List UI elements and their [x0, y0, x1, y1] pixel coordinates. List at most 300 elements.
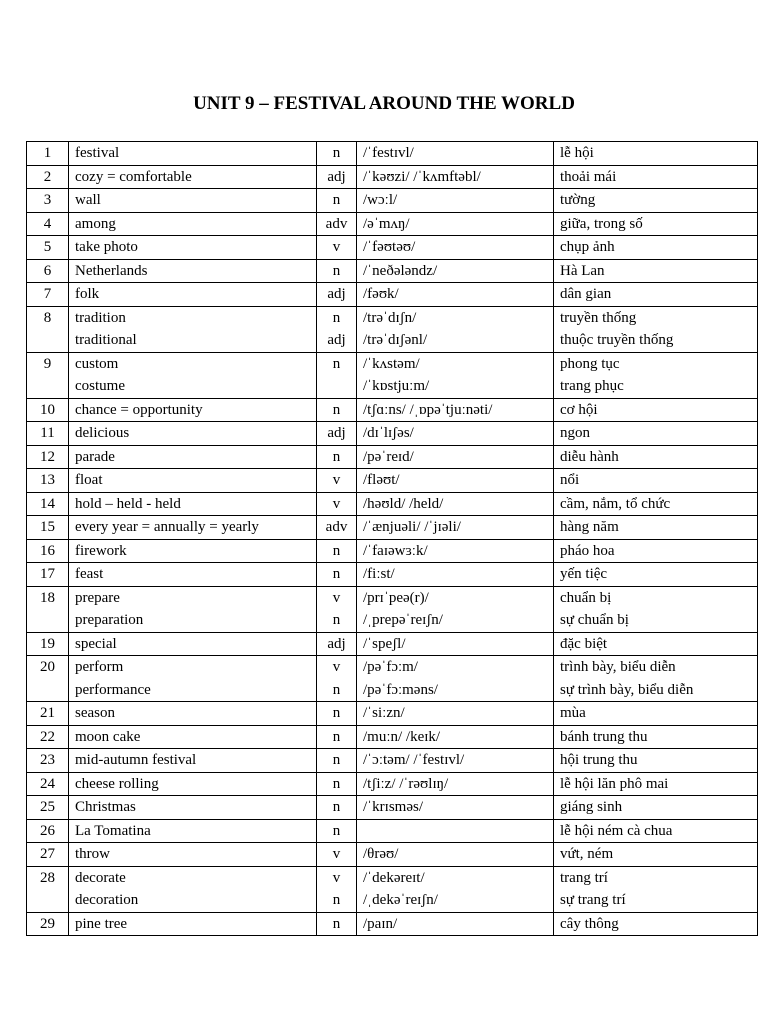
part-of-speech: v [332, 869, 341, 886]
part-of-speech-cell [317, 796, 357, 820]
row-number: 28 [27, 866, 69, 912]
table-row [27, 306, 758, 352]
pronunciation-cell [357, 283, 554, 307]
pronunciation: /pəˈfɔːm/ [363, 659, 418, 675]
table-row [27, 516, 758, 540]
vocab-word-cell [69, 445, 317, 469]
vocab-word-cell [69, 492, 317, 516]
part-of-speech-cell [317, 283, 357, 307]
pronunciation-cell [357, 702, 554, 726]
pronunciation-cell [357, 632, 554, 656]
vocab-word: folk [75, 286, 100, 302]
vietnamese-meaning: yến tiệc [560, 566, 608, 582]
vocab-word: take photo [75, 239, 138, 255]
vocab-word-cell [69, 306, 317, 352]
table-row [27, 398, 758, 422]
vietnamese-meaning: tường [560, 192, 596, 208]
vocab-word: parade [75, 448, 115, 465]
row-number: 27 [27, 843, 69, 867]
vietnamese-meaning-cell [554, 492, 758, 516]
part-of-speech: adj [327, 635, 346, 652]
vietnamese-meaning-cell [554, 422, 758, 446]
vocab-word: wall [75, 192, 101, 208]
pronunciation-cell [357, 212, 554, 236]
part-of-speech-cell [317, 445, 357, 469]
part-of-speech-cell [317, 492, 357, 516]
part-of-speech-cell [317, 725, 357, 749]
table-row [27, 283, 758, 307]
table-row [27, 142, 758, 166]
vietnamese-meaning: trang trí [560, 869, 608, 886]
vietnamese-meaning: nổi [560, 472, 580, 488]
row-number: 20 [27, 656, 69, 702]
row-number: 19 [27, 632, 69, 656]
vocab-word: Christmas [75, 799, 136, 815]
part-of-speech-cell [317, 772, 357, 796]
vocab-word-cell [69, 212, 317, 236]
row-number: 7 [27, 283, 69, 307]
part-of-speech: n [332, 566, 341, 582]
row-number: 22 [27, 725, 69, 749]
part-of-speech: n [332, 542, 341, 559]
vocab-word: float [75, 472, 103, 488]
part-of-speech: n [332, 752, 341, 768]
vocab-word-cell [69, 912, 317, 936]
part-of-speech [323, 375, 350, 398]
vocab-word: traditional [75, 332, 137, 348]
vocab-word: delicious [75, 425, 130, 441]
vocab-word-cell [69, 563, 317, 587]
row-number: 23 [27, 749, 69, 773]
pronunciation-cell [357, 142, 554, 166]
pronunciation-cell [357, 445, 554, 469]
vietnamese-meaning-cell [554, 772, 758, 796]
pronunciation-cell [357, 165, 554, 189]
part-of-speech: n [332, 728, 341, 745]
pronunciation: /ˈkrɪsməs/ [363, 799, 423, 815]
vietnamese-meaning: pháo hoa [560, 542, 615, 559]
vietnamese-meaning-cell [554, 632, 758, 656]
row-number: 25 [27, 796, 69, 820]
row-number: 16 [27, 539, 69, 563]
vocab-word-cell [69, 422, 317, 446]
vietnamese-meaning: chuẩn bị [560, 589, 612, 606]
part-of-speech: n [332, 612, 341, 628]
vocab-word-cell [69, 866, 317, 912]
part-of-speech: n [332, 192, 341, 208]
pronunciation-cell [357, 422, 554, 446]
vietnamese-meaning-cell [554, 165, 758, 189]
vocab-word-cell [69, 469, 317, 493]
table-row [27, 819, 758, 843]
vietnamese-meaning-cell [554, 912, 758, 936]
row-number: 26 [27, 819, 69, 843]
table-row [27, 445, 758, 469]
part-of-speech: adj [327, 332, 346, 348]
vietnamese-meaning-cell [554, 843, 758, 867]
vocab-word-cell [69, 725, 317, 749]
part-of-speech-cell [317, 563, 357, 587]
vietnamese-meaning: lễ hội ném cà chua [560, 822, 673, 839]
pronunciation-cell [357, 306, 554, 352]
pronunciation-cell [357, 656, 554, 702]
vietnamese-meaning: thoải mái [560, 168, 617, 185]
table-row [27, 866, 758, 912]
vietnamese-meaning-cell [554, 352, 758, 398]
part-of-speech: adv [325, 215, 348, 232]
part-of-speech-cell [317, 866, 357, 912]
pronunciation: /fiːst/ [363, 566, 395, 582]
row-number: 10 [27, 398, 69, 422]
pronunciation: /fəʊk/ [363, 286, 399, 302]
part-of-speech: n [332, 145, 341, 161]
vietnamese-meaning-cell [554, 749, 758, 773]
vietnamese-meaning: hội trung thu [560, 752, 638, 768]
table-row [27, 189, 758, 213]
vocab-word-cell [69, 843, 317, 867]
table-row [27, 725, 758, 749]
vietnamese-meaning: chụp ảnh [560, 239, 615, 255]
vocab-word: decoration [75, 892, 139, 908]
row-number: 8 [27, 306, 69, 352]
vocab-word: cheese rolling [75, 775, 159, 792]
vietnamese-meaning-cell [554, 189, 758, 213]
part-of-speech-cell [317, 398, 357, 422]
part-of-speech: n [332, 681, 341, 698]
vocab-word: decorate [75, 869, 126, 886]
pronunciation-cell [357, 539, 554, 563]
vietnamese-meaning: giáng sinh [560, 799, 623, 815]
vocab-word: throw [75, 846, 110, 862]
row-number: 17 [27, 563, 69, 587]
vocab-word: firework [75, 542, 127, 559]
part-of-speech-cell [317, 165, 357, 189]
vietnamese-meaning: truyền thống [560, 309, 637, 326]
vietnamese-meaning: bánh trung thu [560, 728, 648, 745]
pronunciation: /ˈfəʊtəʊ/ [363, 239, 416, 255]
part-of-speech-cell [317, 843, 357, 867]
vietnamese-meaning-cell [554, 563, 758, 587]
pronunciation: /həʊld/ /held/ [363, 495, 444, 512]
vietnamese-meaning-cell [554, 306, 758, 352]
vietnamese-meaning: ngon [560, 425, 590, 441]
table-row [27, 772, 758, 796]
pronunciation: /muːn/ /keɪk/ [363, 728, 441, 745]
vietnamese-meaning-cell [554, 866, 758, 912]
part-of-speech: v [332, 495, 341, 512]
vocab-word: season [75, 705, 115, 721]
row-number: 12 [27, 445, 69, 469]
vietnamese-meaning: sự chuẩn bị [560, 612, 629, 628]
part-of-speech-cell [317, 352, 357, 398]
table-row [27, 843, 758, 867]
pronunciation-cell [357, 563, 554, 587]
pronunciation: /θrəʊ/ [363, 846, 399, 862]
part-of-speech-cell [317, 702, 357, 726]
pronunciation: /ˈkɒstjuːm/ [363, 378, 430, 394]
vocab-word-cell [69, 236, 317, 260]
row-number: 9 [27, 352, 69, 398]
pronunciation: /pəˈfɔːməns/ [363, 681, 438, 698]
pronunciation-cell [357, 586, 554, 632]
part-of-speech: n [332, 799, 341, 815]
pronunciation: /pəˈreɪd/ [363, 448, 414, 465]
pronunciation: /ˈfaɪəwɜːk/ [363, 542, 428, 559]
vocab-word: prepare [75, 589, 120, 606]
vietnamese-meaning: sự trang trí [560, 892, 626, 908]
part-of-speech-cell [317, 306, 357, 352]
vocab-word: La Tomatina [75, 822, 151, 839]
vietnamese-meaning-cell [554, 445, 758, 469]
vocab-word-cell [69, 539, 317, 563]
vocab-word-cell [69, 352, 317, 398]
vietnamese-meaning: giữa, trong số [560, 215, 643, 232]
pronunciation-cell [357, 398, 554, 422]
vietnamese-meaning-cell [554, 469, 758, 493]
row-number: 5 [27, 236, 69, 260]
row-number: 24 [27, 772, 69, 796]
vocab-word: special [75, 635, 117, 652]
table-row [27, 912, 758, 936]
vietnamese-meaning: lễ hội [560, 145, 594, 161]
vietnamese-meaning-cell [554, 236, 758, 260]
vietnamese-meaning-cell [554, 656, 758, 702]
table-row [27, 539, 758, 563]
vocab-word-cell [69, 283, 317, 307]
part-of-speech-cell [317, 749, 357, 773]
vocab-word: every year = annually = yearly [75, 519, 259, 535]
vietnamese-meaning: hàng năm [560, 519, 619, 535]
pronunciation-cell [357, 796, 554, 820]
row-number: 1 [27, 142, 69, 166]
table-row [27, 563, 758, 587]
vietnamese-meaning-cell [554, 586, 758, 632]
pronunciation-cell [357, 189, 554, 213]
vietnamese-meaning: đặc biệt [560, 635, 608, 652]
vocab-word-cell [69, 749, 317, 773]
pronunciation: /ˈspeʃl/ [363, 635, 406, 652]
table-row [27, 236, 758, 260]
vocab-word-cell [69, 259, 317, 283]
part-of-speech: n [332, 401, 341, 418]
vietnamese-meaning-cell [554, 702, 758, 726]
vocab-word: feast [75, 566, 104, 582]
vietnamese-meaning: sự trình bày, biểu diễn [560, 681, 694, 698]
part-of-speech-cell [317, 819, 357, 843]
table-row [27, 422, 758, 446]
vietnamese-meaning: trình bày, biểu diễn [560, 659, 676, 675]
row-number: 21 [27, 702, 69, 726]
vocab-word: tradition [75, 309, 126, 326]
table-row [27, 796, 758, 820]
pronunciation: /ˈɔːtəm/ /ˈfestɪvl/ [363, 752, 465, 768]
table-row [27, 469, 758, 493]
part-of-speech-cell [317, 586, 357, 632]
part-of-speech-cell [317, 212, 357, 236]
pronunciation-cell [357, 912, 554, 936]
vietnamese-meaning-cell [554, 516, 758, 540]
part-of-speech: n [332, 448, 341, 465]
pronunciation-cell [357, 469, 554, 493]
vocab-word: costume [75, 378, 125, 394]
pronunciation-cell [357, 492, 554, 516]
pronunciation: /paɪn/ [363, 915, 398, 932]
row-number: 6 [27, 259, 69, 283]
row-number: 3 [27, 189, 69, 213]
vocab-word-cell [69, 632, 317, 656]
table-row [27, 352, 758, 398]
vocab-word: custom [75, 355, 119, 372]
pronunciation-cell [357, 725, 554, 749]
pronunciation [363, 820, 547, 843]
part-of-speech: v [332, 589, 341, 606]
vocabulary-table [26, 141, 758, 936]
vocab-word: performance [75, 681, 151, 698]
pronunciation: /tʃiːz/ /ˈrəʊlɪŋ/ [363, 775, 449, 792]
part-of-speech-cell [317, 469, 357, 493]
pronunciation: /trəˈdɪʃənl/ [363, 332, 428, 348]
part-of-speech: n [332, 705, 341, 721]
part-of-speech-cell [317, 422, 357, 446]
part-of-speech: v [332, 472, 341, 488]
pronunciation-cell [357, 772, 554, 796]
part-of-speech-cell [317, 189, 357, 213]
vietnamese-meaning-cell [554, 796, 758, 820]
vocab-word-cell [69, 189, 317, 213]
pronunciation: /prɪˈpeə(r)/ [363, 589, 429, 606]
vietnamese-meaning: thuộc truyền thống [560, 332, 674, 348]
vietnamese-meaning: lễ hội lăn phô mai [560, 775, 669, 792]
row-number: 4 [27, 212, 69, 236]
pronunciation: /ˈsiːzn/ [363, 705, 405, 721]
part-of-speech: adj [327, 168, 346, 185]
vietnamese-meaning-cell [554, 725, 758, 749]
pronunciation: /ˌdekəˈreɪʃn/ [363, 892, 438, 908]
pronunciation: /ˈænjuəli/ /ˈjɪəli/ [363, 519, 461, 535]
vocab-word-cell [69, 165, 317, 189]
page-title: UNIT 9 – FESTIVAL AROUND THE WORLD [193, 93, 575, 114]
part-of-speech-cell [317, 516, 357, 540]
table-row [27, 259, 758, 283]
vietnamese-meaning: vứt, ném [560, 846, 614, 862]
row-number: 2 [27, 165, 69, 189]
vietnamese-meaning-cell [554, 398, 758, 422]
row-number: 15 [27, 516, 69, 540]
pronunciation: /tʃɑːns/ /ˌɒpəˈtjuːnəti/ [363, 401, 493, 418]
vocab-word: cozy = comfortable [75, 168, 192, 185]
vocab-word: chance = opportunity [75, 401, 203, 418]
pronunciation: /ˈdekəreɪt/ [363, 869, 425, 886]
vocab-word: preparation [75, 612, 144, 628]
pronunciation: /ˈfestɪvl/ [363, 145, 414, 161]
vietnamese-meaning-cell [554, 259, 758, 283]
vietnamese-meaning: Hà Lan [560, 262, 605, 279]
part-of-speech: n [332, 309, 341, 326]
pronunciation: /fləʊt/ [363, 472, 400, 488]
vietnamese-meaning-cell [554, 142, 758, 166]
vocab-word-cell [69, 819, 317, 843]
vocab-word: festival [75, 145, 120, 161]
vietnamese-meaning-cell [554, 539, 758, 563]
pronunciation-cell [357, 259, 554, 283]
pronunciation: /ˈkəʊzi/ /ˈkʌmftəbl/ [363, 168, 481, 185]
row-number: 18 [27, 586, 69, 632]
vietnamese-meaning: phong tục [560, 355, 620, 372]
vocab-word-cell [69, 656, 317, 702]
part-of-speech: adj [327, 425, 346, 441]
part-of-speech: v [332, 659, 341, 675]
vietnamese-meaning: cây thông [560, 915, 619, 932]
table-row [27, 165, 758, 189]
vocab-word-cell [69, 702, 317, 726]
pronunciation-cell [357, 819, 554, 843]
pronunciation: /əˈmʌŋ/ [363, 215, 410, 232]
part-of-speech-cell [317, 259, 357, 283]
pronunciation: /ˌprepəˈreɪʃn/ [363, 612, 443, 628]
vietnamese-meaning: dân gian [560, 286, 612, 302]
vocab-word: hold – held - held [75, 495, 181, 512]
pronunciation-cell [357, 866, 554, 912]
vocab-word: perform [75, 659, 124, 675]
part-of-speech: n [332, 355, 341, 372]
table-row [27, 632, 758, 656]
vocab-word: pine tree [75, 915, 128, 932]
part-of-speech-cell [317, 142, 357, 166]
pronunciation: /dɪˈlɪʃəs/ [363, 425, 414, 441]
part-of-speech-cell [317, 632, 357, 656]
vietnamese-meaning-cell [554, 212, 758, 236]
part-of-speech-cell [317, 656, 357, 702]
pronunciation-cell [357, 516, 554, 540]
part-of-speech: v [332, 846, 341, 862]
vietnamese-meaning-cell [554, 819, 758, 843]
vietnamese-meaning: cơ hội [560, 401, 598, 418]
part-of-speech-cell [317, 236, 357, 260]
vietnamese-meaning: cầm, nắm, tổ chức [560, 495, 671, 512]
vocabulary-table-body [27, 142, 758, 936]
vietnamese-meaning: mùa [560, 705, 586, 721]
pronunciation-cell [357, 352, 554, 398]
vietnamese-meaning-cell [554, 283, 758, 307]
table-row [27, 492, 758, 516]
part-of-speech: n [332, 775, 341, 792]
vocab-word-cell [69, 586, 317, 632]
part-of-speech-cell [317, 539, 357, 563]
part-of-speech: n [332, 822, 341, 839]
vietnamese-meaning: diễu hành [560, 448, 619, 465]
pronunciation: /trəˈdɪʃn/ [363, 309, 417, 326]
vocab-word-cell [69, 398, 317, 422]
table-row [27, 749, 758, 773]
part-of-speech-cell [317, 912, 357, 936]
part-of-speech: adj [327, 286, 346, 302]
row-number: 14 [27, 492, 69, 516]
pronunciation: /ˈneðələndz/ [363, 262, 438, 279]
row-number: 13 [27, 469, 69, 493]
part-of-speech: adv [325, 519, 348, 535]
vocab-word-cell [69, 142, 317, 166]
table-row [27, 702, 758, 726]
table-row [27, 586, 758, 632]
row-number: 11 [27, 422, 69, 446]
vocab-word: mid-autumn festival [75, 752, 197, 768]
vietnamese-meaning: trang phục [560, 378, 624, 394]
part-of-speech: v [332, 239, 341, 255]
vocab-word: Netherlands [75, 262, 148, 279]
pronunciation-cell [357, 749, 554, 773]
pronunciation: /wɔːl/ [363, 192, 398, 208]
vocab-word-cell [69, 516, 317, 540]
